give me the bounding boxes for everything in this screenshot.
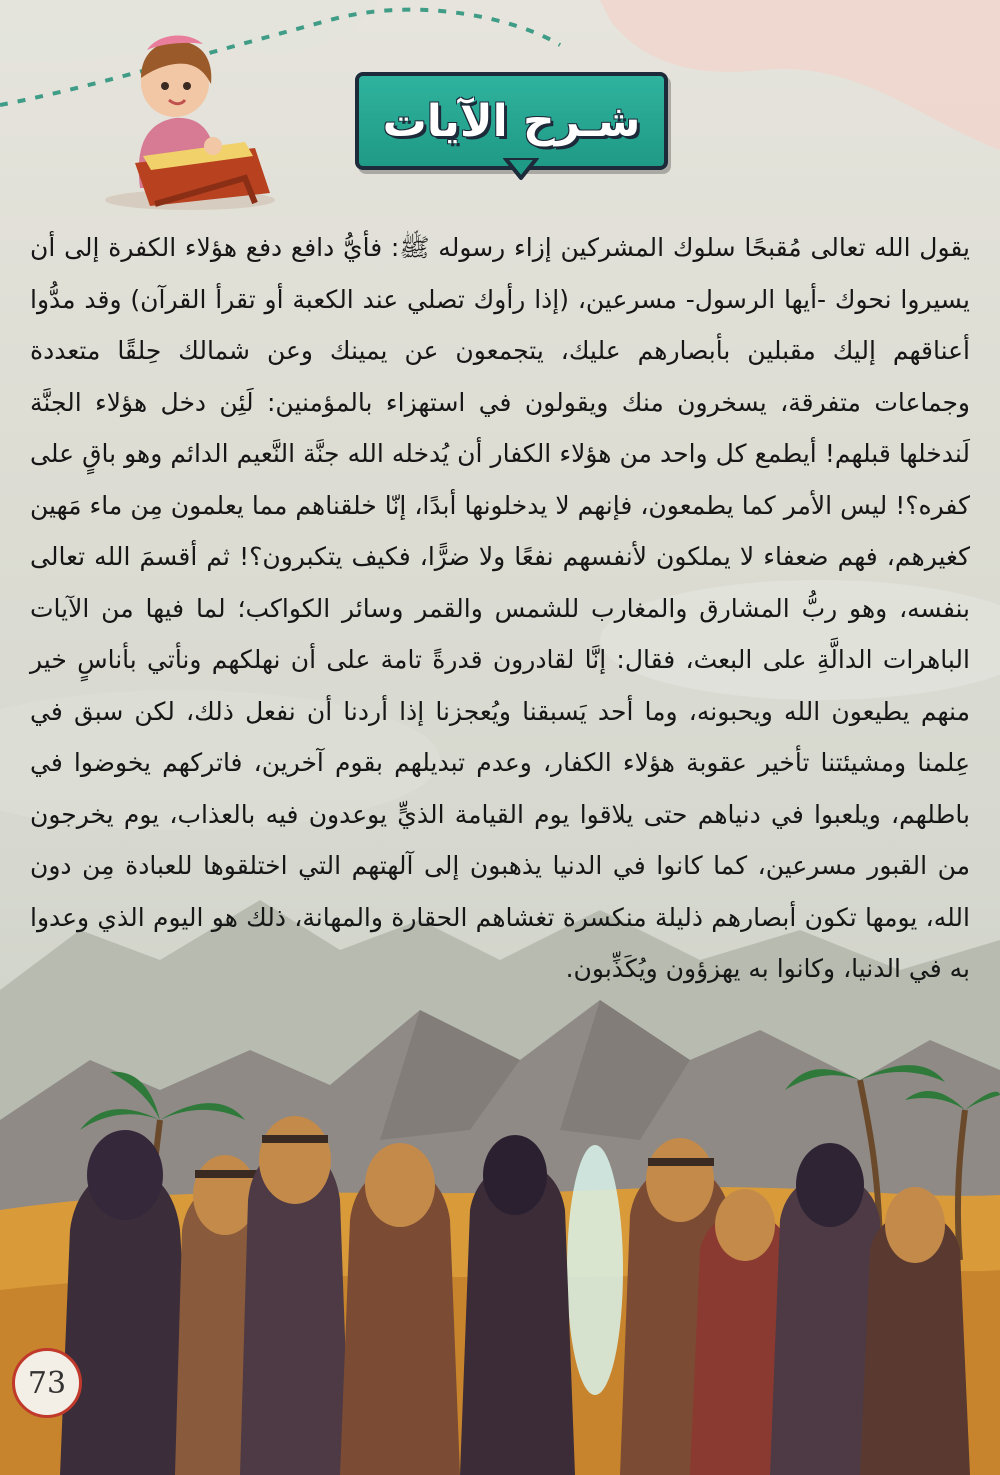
girl-reading-quran-illustration bbox=[95, 28, 285, 213]
section-title-badge bbox=[355, 72, 660, 170]
speech-tail-icon bbox=[503, 158, 539, 180]
explanation-paragraph: يقول الله تعالى مُقبحًا سلوك المشركين إزاء رسوله ﷺ: فأيُّ دافع دفع هؤلاء الكفرة إلى أن يسيروا نحوك -أيها الرسول- مسرعين، (إذا رأوك تصلي عند الكعبة أو تقرأ القرآن) وقد مدُّوا أعناقهم إليك مقبلين بأبصارهم عليك، يتجمعون عن يمينك وعن شمالك حِلقًا متعددة وجماعات متفرقة، يسخرون منك ويقولون في استهزاء بالمؤمنين: لَئِن دخل هؤلاء الجنَّة لَندخلها قبلهم! أيطمع كل واحد من هؤلاء الكفار أن يُدخله الله جنَّة النَّعيم الدائم وهو باقٍ على كفره؟! ليس الأمر كما يطمعون، فإنهم لا يدخلونها أبدًا، إنّا خلقناهم مما يعلمون مِن ماء مَهين كغيرهم، فهم ضعفاء لا يملكون لأنفسهم نفعًا ولا ضرًّا، فكيف يتكبرون؟! ثم أقسمَ الله تعالى بنفسه، وهو ربُّ المشارق والمغارب للشمس والقمر وسائر الكواكب؛ لما فيها من الآيات الباهرات الدالَّةِ على البعث، فقال: إنَّا لقادرون قدرةً تامة على أن نهلكهم ونأتي بأناسٍ خير منهم يطيعون الله ويحبونه، وما أحد يَسبقنا ويُعجزنا إذا أردنا أن نفعل ذلك، لكن سبق في عِلمنا ومشيئتنا تأخير عقوبة هؤلاء الكفار، وعدم تبديلهم بقوم آخرين، فاتركهم يخوضوا في باطلهم، ويلعبوا في دنياهم حتى يلاقوا يوم القيامة الذيٍّ يوعدون فيه بالعذاب، يوم يخرجون من القبور مسرعين، كما كانوا في الدنيا يذهبون إلى آلهتهم التي اختلقوها للعبادة مِن دون الله، يومها تكون أبصارهم ذليلة منكسرة تغشاهم الحقارة والمهانة، ذلك هو اليوم الذي وعدوا به في الدنيا، وكانوا به يهزؤون ويُكَذِّبون. bbox=[30, 233, 970, 983]
page-title: شـرح الآيات bbox=[382, 95, 641, 147]
title-box bbox=[355, 72, 668, 170]
page-number: 73 bbox=[12, 1348, 82, 1418]
